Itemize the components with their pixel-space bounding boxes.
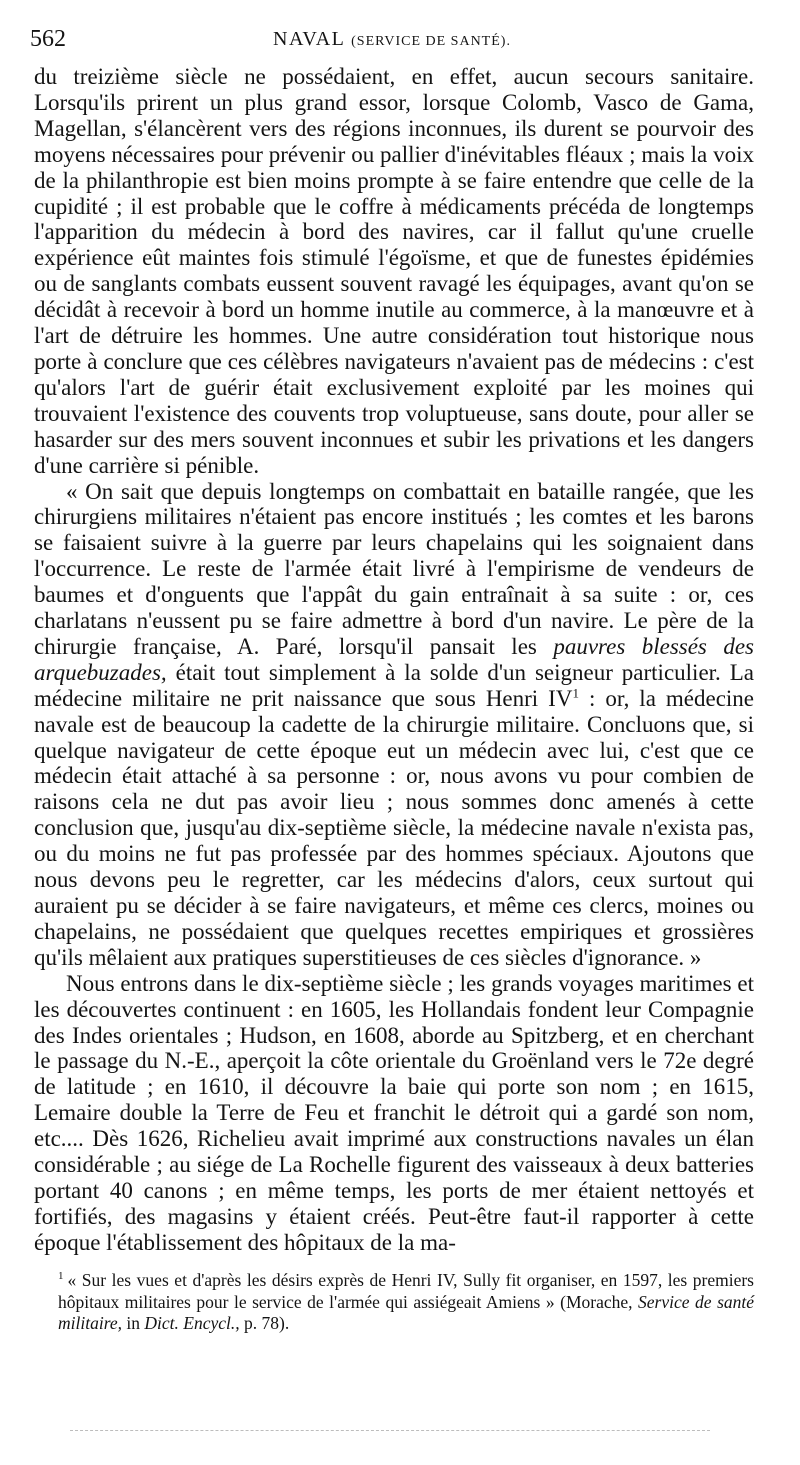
main-text <box>34 64 754 1256</box>
footnote-reference[interactable]: 1 <box>572 685 579 701</box>
footnote-text-b: in <box>126 1313 141 1333</box>
footnotes <box>58 1270 754 1335</box>
paragraph-2-quotation <box>34 479 754 971</box>
footnote-text-c: p. 78). <box>244 1313 290 1333</box>
running-title-sub: (SERVICE DE SANTÉ). <box>351 34 511 49</box>
paragraph-2-part-b: était tout simplement à la solde d'un seigneur particulier. La médecine militaire ne prit naissance que sous Henri IV <box>34 659 754 711</box>
paragraph-3: Nous entrons dans le dix-septième siècle ; les grands voyages maritimes et les découvertes continuent : en 1605, les Hollandais fondent leur Compagnie des Indes orientales ; Hudson, en 1608, aborde au Spitzberg, et en cherchant le passage du N.-E., aperçoit la côte orientale du Groënland vers le 72e degré de latitude ; en 1610, il découvre la baie qui porte son nom ; en 1615, Lemaire double la Terre de Feu et franchit le détroit qui a gardé son nom, etc.... Dès 1626, Richelieu avait imprimé aux constructions navales un élan considérable ; au siége de La Rochelle figurent des vaisseaux à deux batteries portant 40 canons ; en même temps, les ports de mer étaient nettoyés et fortifiés, des magasins y étaient créés. Peut-être faut-il rapporter à cette époque l'établissement des hôpitaux de la ma- <box>34 970 754 1255</box>
paragraph-2-part-c: : or, la médecine navale est de beaucoup la cadette de la chirurgie militaire. Concluons que, si quelque navigateur de cette époque eut un médecin avec lui, c'est que ce médecin était attaché à sa personne : or, nous avons vu pour combien de raisons cela ne dut pas avoir lieu ; nous sommes donc amenés à cette conclusion que, jusqu'au dix-septième siècle, la médecine navale n'exista pas, ou du moins ne fut pas professée par des hommes spéciaux. Ajoutons que nous devons peu le regretter, car les médecins d'alors, ceux surtout qui auraient pu se décider à se faire navigateurs, et même ces clercs, moines ou chapelains, ne possédaient que quelques recettes empiriques et grossières qu'ils mêlaient aux pratiques superstitieuses de ces siècles d'ignorance. » <box>34 685 755 970</box>
page-number: 562 <box>30 26 66 52</box>
footnote-italic-title: Service de santé militaire, <box>58 1291 755 1333</box>
paragraph-1: du treizième siècle ne possédaient, en effet, aucun secours sanitaire. Lorsqu'ils prirent un plus grand essor, lorsque Colomb, Vasco de Gama, Magellan, s'élancèrent vers des régions inconnues, ils durent se pourvoir des moyens nécessaires pour prévenir ou pallier d'inévitables fléaux ; mais la voix de la philanthropie est bien moins prompte à se faire entendre que celle de la cupidité ; il est probable que le coffre à médicaments précéda de longtemps l'apparition du médecin à bord des navires, car il fallut qu'une cruelle expérience eût maintes fois stimulé l'égoïsme, et que de funestes épidémies ou de sanglants combats eussent souvent ravagé les équipages, avant qu'on se décidât à recevoir à bord un homme inutile au commerce, à la manœuvre et à l'art de détruire les hommes. Une autre considération tout historique nous porte à conclure que ces célèbres navigateurs n'avaient pas de médecins : c'est qu'alors l'art de guérir était exclusivement exploité par les moines qui trouvaient l'existence des couvents trop voluptueuse, sans doute, pour aller se hasarder sur des mers souvent inconnues et subir les privations et les dangers d'une carrière si pénible. <box>34 64 754 478</box>
paragraph-2-italic: pauvres blessés des arquebuzades, <box>34 633 754 685</box>
footnote-1 <box>58 1270 754 1335</box>
footnote-marker: 1 <box>58 1270 64 1283</box>
footnote-italic-source: Dict. Encycl., <box>144 1313 240 1333</box>
running-header <box>30 26 754 56</box>
footnote-text-a: « Sur les vues et d'après les désirs exprès de Henri IV, Sully fit organiser, en 1597, les premiers hôpitaux militaires pour le service de l'armée qui assiégeait Amiens » (Morache, <box>58 1270 754 1312</box>
running-title <box>30 28 754 51</box>
paragraph-2-part-a: « On sait que depuis longtemps on combattait en bataille rangée, que les chirurgiens militaires n'étaient pas encore institués ; les comtes et les barons se faisaient suivre à la guerre par leurs chapelains qui les soignaient dans l'occurrence. Le reste de l'armée était livré à l'empirisme de vendeurs de baumes et d'onguents que l'appât du gain entraînait à sa suite : or, ces charlatans n'eussent pu se faire admettre à bord d'un navire. Le père de la chirurgie française, A. Paré, lorsqu'il pansait les <box>34 478 754 659</box>
bottom-rule <box>70 1430 710 1431</box>
running-title-main: NAVAL <box>273 28 345 50</box>
